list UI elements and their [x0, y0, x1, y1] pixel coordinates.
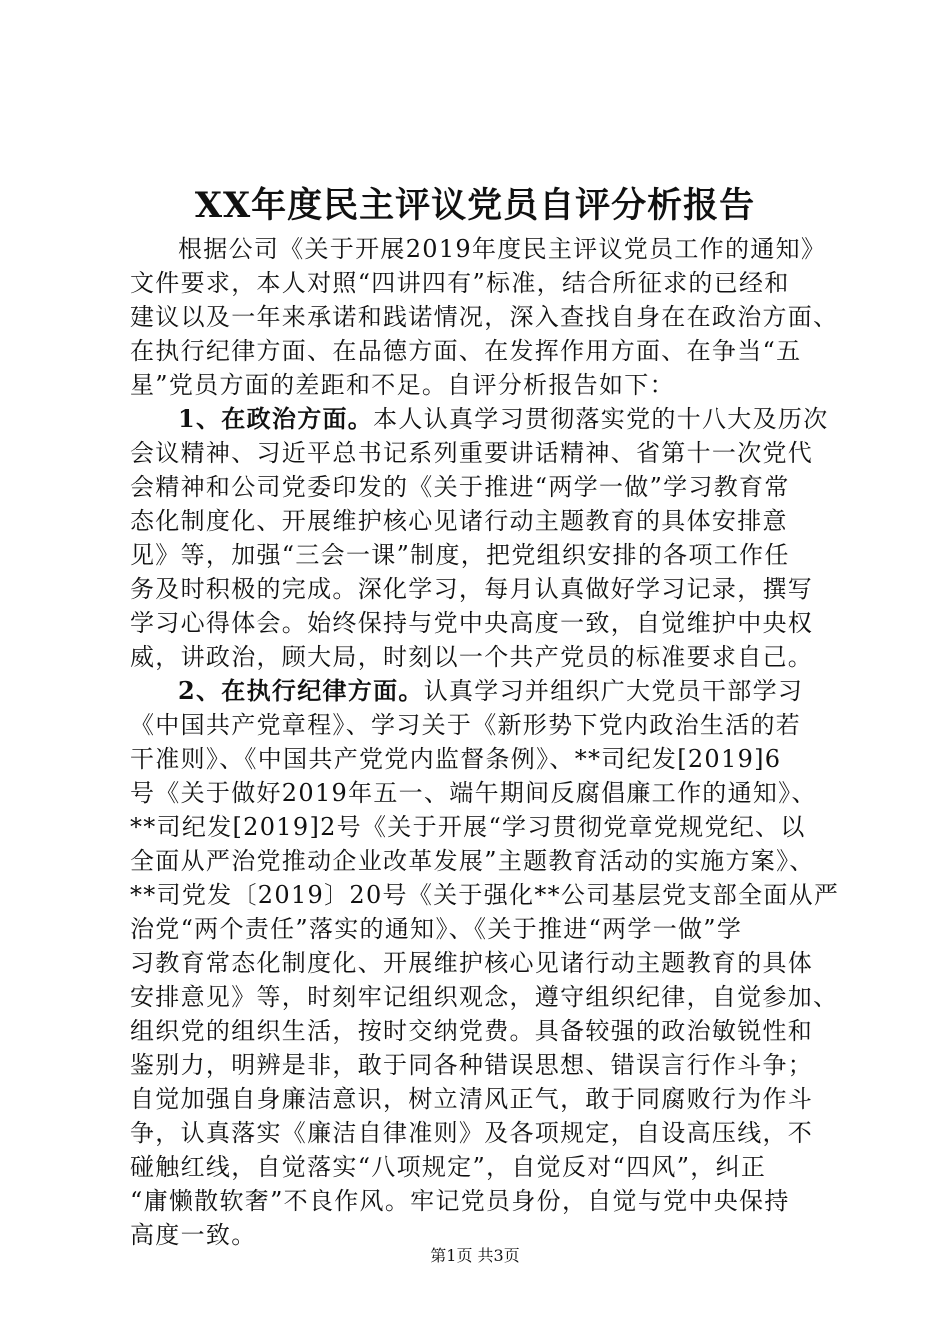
section1-line: 会精神和公司党委印发的《关于推进“两学一做”学习教育常: [130, 473, 790, 501]
section2-line: 鉴别力，明辨是非，敢于同各种错误思想、错误言行作斗争；: [130, 1051, 814, 1079]
section1-line: 务及时积极的完成。深化学习，每月认真做好学习记录，撰写: [130, 575, 814, 603]
section2-line: 安排意见》等，时刻牢记组织观念，遵守组织纪律，自觉参加、: [130, 983, 839, 1011]
page-footer: 第1页 共3页: [430, 1246, 520, 1265]
section2-line: 全面从严治党推动企业改革发展”主题教育活动的实施方案》、: [130, 847, 815, 875]
section2-line: 《中国共产党章程》、学习关于《新形势下党内政治生活的若: [130, 711, 802, 739]
section1-line: 学习心得体会。始终保持与党中央高度一致，自觉维护中央权: [130, 609, 814, 637]
intro-line-1: 根据公司《关于开展2019年度民主评议党员工作的通知》: [178, 235, 827, 263]
section1-first-line-text: 本人认真学习贯彻落实党的十八大及历次: [373, 405, 829, 433]
section2-line: “庸懒散软奢”不良作风。牢记党员身份，自觉与党中央保持: [130, 1187, 790, 1215]
document-title: XX年度民主评议党员自评分析报告: [194, 185, 756, 226]
section1-first-line: [130, 402, 829, 436]
section2-line: 碰触红线，自觉落实“八项规定”，自觉反对“四风”，纠正: [130, 1153, 767, 1181]
intro-line-2: 文件要求，本人对照“四讲四有”标准，结合所征求的已经和: [130, 269, 790, 297]
section1-line: 见》等，加强“三会一课”制度，把党组织安排的各项工作任: [130, 541, 790, 569]
section1-heading: 1、在政治方面。: [178, 404, 374, 433]
section2-line: 号《关于做好2019年五一、端午期间反腐倡廉工作的通知》、: [130, 779, 817, 807]
section2-line: 高度一致。: [130, 1221, 257, 1249]
section2-line: **司纪发[2019]2号《关于开展“学习贯彻党章党规党纪、以: [130, 813, 806, 841]
document-body: [130, 232, 840, 1252]
intro-line-4: 在执行纪律方面、在品德方面、在发挥作用方面、在争当“五: [130, 337, 802, 365]
intro-line-5: 星”党员方面的差距和不足。自评分析报告如下：: [130, 371, 675, 399]
intro-line-3: 建议以及一年来承诺和践诺情况，深入查找自身在在政治方面、: [130, 303, 839, 331]
section2-line: 干准则》、《中国共产党党内监督条例》、**司纪发[2019]6: [130, 745, 782, 773]
section2-line: 自觉加强自身廉洁意识，树立清风正气，敢于同腐败行为作斗: [130, 1085, 814, 1113]
section1-line: 会议精神、习近平总书记系列重要讲话精神、省第十一次党代: [130, 439, 814, 467]
section2-heading: 2、在执行纪律方面。: [178, 676, 424, 705]
section2-line: 组织党的组织生活，按时交纳党费。具备较强的政治敏锐性和: [130, 1017, 814, 1045]
section2-first-line: [130, 674, 825, 708]
section2-line: 争，认真落实《廉洁自律准则》及各项规定，自设高压线，不: [130, 1119, 814, 1147]
section2-line: **司党发〔2019〕20号《关于强化**公司基层党支部全面从严: [130, 881, 840, 909]
section1-line: 态化制度化、开展维护核心见诸行动主题教育的具体安排意: [130, 507, 788, 535]
section2-first-line-text: 认真学习并组织广大党员干部学习: [423, 677, 804, 705]
section2-line: 习教育常态化制度化、开展维护核心见诸行动主题教育的具体: [130, 949, 814, 977]
section2-line: 治党“两个责任”落实的通知》、《关于推进“两学一做”学: [130, 915, 743, 943]
section1-line: 威，讲政治，顾大局，时刻以一个共产党员的标准要求自己。: [130, 643, 814, 671]
